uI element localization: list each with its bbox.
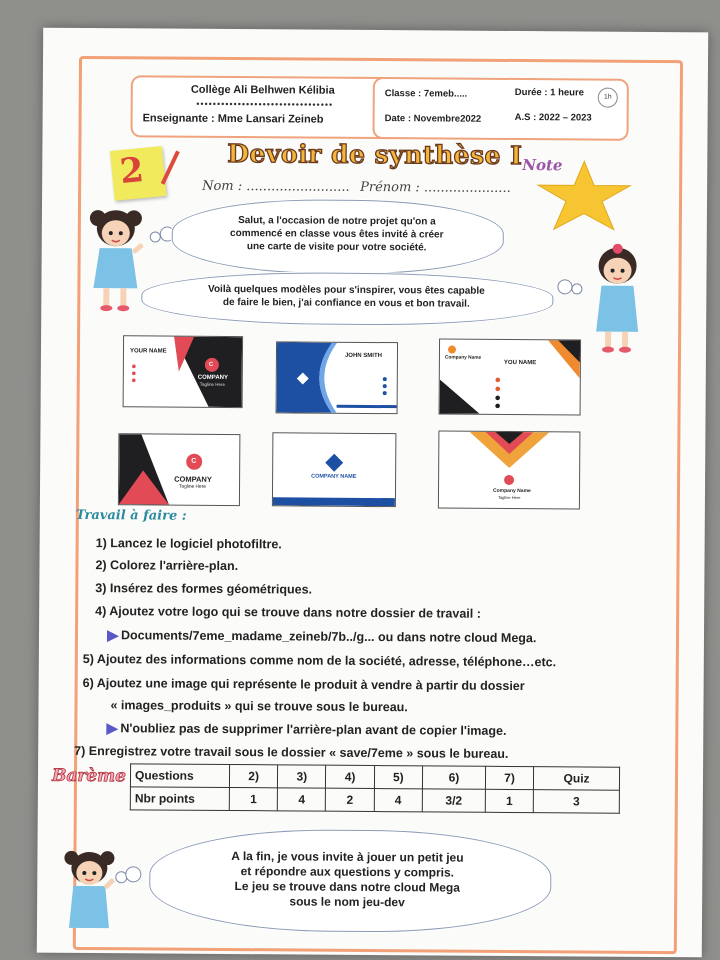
table-cell: 4 [374,789,422,812]
work-item-7: 7) Enregistrez votre travail sous le dossier « save/7eme » sous le bureau. [74,743,509,761]
work-item-6-cont: « images_produits » qui se trouve sous le bureau. [110,698,408,715]
arrow-right-icon [106,723,118,735]
intro-line: Salut, a l'occasion de notre projet qu'on a [238,215,436,228]
bareme-label: Barème [51,765,127,787]
card-logo-letter: C [208,361,214,368]
table-cell: 4 [278,788,326,811]
work-item-4-path: Documents/7eme_madame_zeineb/7b../g... ou dans notre cloud Mega. [107,628,536,645]
card-company: Company Name [444,355,482,361]
school-year-label: A.S : 2022 – 2023 [514,111,592,124]
work-item-1: 1) Lancez le logiciel photofiltre. [95,536,282,552]
models-line: de faire le bien, j'ai confiance en vous et bon travail. [222,296,470,310]
nom-field: Nom : ......................... [202,178,350,195]
models-line: Voilà quelques modèles pour s'inspirer, vous êtes capable [208,283,485,297]
card-name: YOUR NAME [129,348,167,355]
table-row [130,764,619,790]
girl-illustration-bottom [59,848,122,933]
models-text [161,283,531,312]
thought-bubble [571,283,582,294]
table-cell: 6) [422,766,485,789]
card-company: COMPANY [197,374,229,381]
table-cell: 2 [326,788,374,811]
table-cell: 5) [374,766,422,789]
girl-illustration-left [85,206,150,316]
work-heading: Travail à faire : [75,507,187,524]
business-card-1 [123,335,243,408]
clock-icon: 1h [598,88,618,108]
table-cell: Quiz [534,767,620,791]
card-shapes [273,433,395,506]
table-cell: Nbr points [130,787,229,811]
final-line: Le jeu se trouve dans notre cloud Mega [234,879,460,895]
arrow-right-icon [107,630,119,642]
card-logo-letter: C [191,457,197,465]
card-company: COMPANY [174,474,212,484]
card-company: Company Name [492,487,531,495]
teacher-name: Enseignante : Mme Lansari Zeineb [142,112,324,126]
sticky-note-number: 2 [110,146,167,201]
card-shapes [440,339,581,414]
bareme-table [130,763,620,813]
card-shapes [124,336,242,407]
table-cell: 3) [278,765,326,788]
table-cell: 2) [229,765,277,788]
business-card-2 [276,341,398,414]
card-company: COMPANY NAME [311,473,357,480]
table-cell: 1 [485,789,533,812]
school-header-box [130,75,398,139]
work-item-2: 2) Colorez l'arrière-plan. [95,558,239,574]
business-card-3 [439,338,582,415]
card-name: YOU NAME [503,359,537,367]
exam-title: Devoir de synthèse I [227,138,523,171]
thought-bubble [557,279,572,294]
table-cell: Questions [130,764,229,788]
work-item-5: 5) Ajoutez des informations comme nom de la société, adresse, téléphone…etc. [82,651,557,670]
girl-illustration-right [586,243,649,358]
table-cell: 3/2 [422,789,485,812]
school-name: Collège Ali Belhwen Kélibia [190,83,335,97]
final-line: A la fin, je vous invite à jouer un petit jeu [231,849,464,865]
work-item-4: 4) Ajoutez votre logo qui se trouve dans notre dossier de travail : [95,604,481,621]
date-label: Date : Novembre2022 [384,113,482,125]
table-cell: 4) [326,765,374,788]
prenom-field: Prénom : ..................... [360,179,511,196]
work-item-6: 6) Ajoutez une image qui représente le produit à vendre à partir du dossier [82,675,525,694]
work-item-3: 3) Insérez des formes géométriques. [95,581,313,597]
business-card-5 [272,432,397,507]
final-text [177,849,517,911]
dotted-separator: ••••••••••••••••••••••••••••••••• [196,98,334,110]
card-tagline: Tagline Here [199,381,226,387]
intro-line: commencé en classe vous êtes invité à créer [230,227,444,241]
final-line: et répondre aux questions y compris. [240,864,455,880]
exam-info-box [372,77,628,141]
table-cell: 3 [533,790,619,814]
card-shapes [119,434,239,505]
work-item-6-note: N'oubliez pas de supprimer l'arrière-plan avant de copier l'image. [106,721,506,738]
intro-text [192,214,482,255]
card-tagline: Tagline Here [497,494,521,501]
table-row [130,787,619,813]
class-label: Classe : 7emeb..... [384,88,468,100]
business-card-6 [438,430,581,509]
card-tagline: Tagline Here [179,484,206,490]
business-card-4 [118,433,240,506]
thought-bubble [125,866,141,882]
table-cell: 1 [229,788,277,811]
final-line: sous le nom jeu-dev [289,894,405,910]
exam-sheet [37,28,708,958]
duration-label: Durée : 1 heure [514,86,585,99]
intro-line: une carte de visite pour votre société. [246,241,427,254]
card-name: JOHN SMITH [344,352,382,360]
table-cell: 7) [485,766,533,789]
note-label: Note [522,156,563,175]
